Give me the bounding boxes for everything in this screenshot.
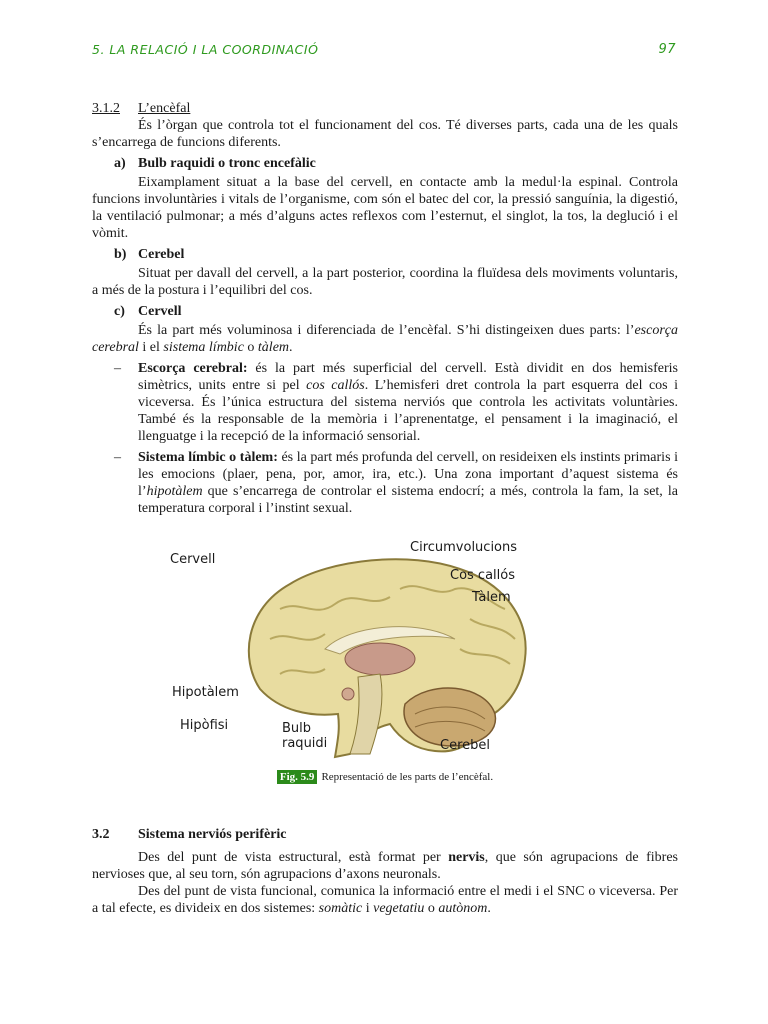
- section-heading-3-1-2: [92, 100, 678, 117]
- label-bulb-raquidi: Bulb raquidi: [282, 721, 328, 751]
- dash-bullet: –: [114, 450, 121, 465]
- label-talem: Tàlem: [472, 590, 511, 605]
- page-header: [92, 42, 676, 62]
- item-label: a): [114, 156, 126, 171]
- item-b-text: Situat per davall del cervell, a la part posterior, coordina la fluïdesa dels moviments voluntaris, a més de la postura i l’equilibri del cos.: [92, 266, 678, 298]
- paragraph-3-2-2: Des del punt de vista funcional, comunica la informació entre el medi i el SNC o viceversa. Per a tal efecte, es divideix en dos sistemes: somàtic i vegetatiu o autònom.: [92, 884, 678, 916]
- chapter-title: 5. LA RELACIÓ I LA COORDINACIÓ: [92, 42, 319, 57]
- item-heading-a: [92, 155, 678, 172]
- intro-paragraph: És l’òrgan que controla tot el funcionament del cos. Té diverses parts, cada una de les quals s’encarrega de funcions diferents.: [92, 118, 678, 150]
- paragraph-3-2-1: Des del punt de vista estructural, està format per nervis, que són agrupacions de fibres nervioses que, al seu torn, són agrupacions d’axons neuronals.: [92, 850, 678, 882]
- label-cerebel: Cerebel: [440, 738, 490, 753]
- label-hipotalem: Hipotàlem: [172, 685, 239, 700]
- item-c-text: És la part més voluminosa i diferenciada de l’encèfal. S’hi distingeixen dues parts: l’escorça cerebral i el sistema límbic o tàlem.: [92, 323, 678, 355]
- dash-bullet: –: [114, 361, 121, 376]
- figure-tag: Fig. 5.9: [277, 770, 318, 784]
- section-heading-3-2: 3.2 Sistema nerviós perifèric: [92, 827, 287, 842]
- label-cos-callos: Cos callós: [450, 568, 515, 583]
- page-body: [92, 100, 678, 917]
- label-cervell: Cervell: [170, 552, 216, 567]
- item-a-text: Eixamplament situat a la base del cervell, en contacte amb la medul·la espinal. Controla funcions involuntàries i vitals de l’organisme, com són el batec del cor, la pressió sanguínia, la digestió, la ventilació pulmonar; a més d’alguns actes reflexos com l’esternut, el singlot, la tos, la deglució i el vòmit.: [92, 175, 678, 241]
- item-title: Cervell: [138, 304, 182, 319]
- page-number: 97: [658, 42, 676, 57]
- item-label: c): [114, 304, 125, 319]
- label-hipofisi: Hipòfisi: [180, 718, 229, 733]
- caption-text: Representació de les parts de l’encèfal.: [321, 771, 494, 783]
- section-title: L’encèfal: [138, 101, 191, 116]
- item-label: b): [114, 247, 127, 262]
- label-circumvolucions: Circumvolucions: [410, 540, 518, 555]
- list-item-limbic: – Sistema límbic o tàlem: és la part més profunda del cervell, on resideixen els instints primaris i les emocions (plaer, pena, por, amor, ira, etc.). Una zona important d’aquest sistema és l’hipotàlem que s’encarrega de controlar el sistema endocrí; a més, controla la fam, la set, la temperatura corporal i l’instint sexual.: [114, 450, 678, 516]
- list-item-escorca: – Escorça cerebral: és la part més superficial del cervell. Està dividit en dos hemisferis simètrics, units entre si pel cos callós. L’hemisferi dret controla la part esquerra del cos i viceversa. És l’única estructura del sistema nerviós que controla les activitats voluntàries. També és la responsable de la memòria i l’aprenentatge, el pensament i la imaginació, el llenguatge i la recepció de la informació sensorial.: [114, 361, 678, 444]
- item-heading-c: [92, 303, 678, 320]
- section-number: 3.1.2: [92, 101, 120, 116]
- item-heading-b: [92, 246, 678, 263]
- item-title: Bulb raquidi o tronc encefàlic: [138, 156, 316, 171]
- item-title: Cerebel: [138, 247, 185, 262]
- brain-figure: [170, 539, 550, 769]
